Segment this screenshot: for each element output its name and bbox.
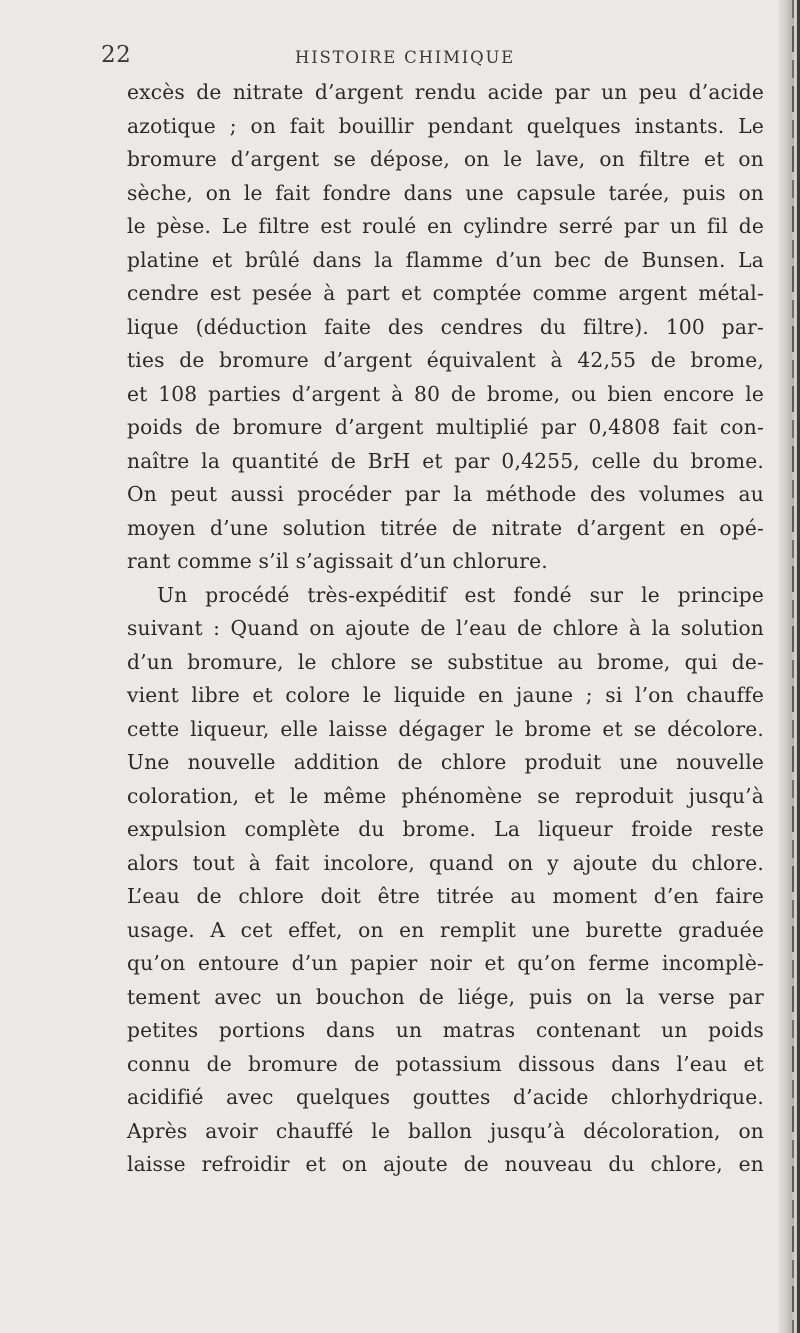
page-edge-shadow xyxy=(778,0,800,1333)
text-line: ties de bromure d’argent équivalent à 42,55 de brome, xyxy=(127,348,764,372)
text-line: suivant : Quand on ajoute de l’eau de chlore à la solution xyxy=(127,616,764,640)
body-text xyxy=(127,76,764,1182)
text-line: lique (déduction faite des cendres du filtre). 100 par- xyxy=(127,314,764,339)
text-line: Après avoir chauffé le ballon jusqu’à décoloration, on xyxy=(127,1118,764,1143)
text-line: usage. A cet effet, on en remplit une burette graduée xyxy=(127,917,764,942)
text-line: On peut aussi procéder par la méthode des volumes au xyxy=(127,482,764,506)
text-line: excès de nitrate d’argent rendu acide par un peu d’acide xyxy=(127,80,764,104)
text-line: L’eau de chlore doit être titrée au moment d’en faire xyxy=(127,884,764,908)
text-line: d’un bromure, le chlore se substitue au brome, qui de- xyxy=(127,649,764,674)
text-line: et 108 parties d’argent à 80 de brome, ou bien encore le xyxy=(127,381,764,406)
text-line: Une nouvelle addition de chlore produit une nouvelle xyxy=(127,750,764,774)
text-line: le pèse. Le filtre est roulé en cylindre serré par un fil de xyxy=(127,214,764,238)
text-line: acidifié avec quelques gouttes d’acide chlorhydrique. xyxy=(127,1085,764,1109)
text-line: sèche, on le fait fondre dans une capsule tarée, puis on xyxy=(127,180,764,205)
text-line: connu de bromure de potassium dissous dans l’eau et xyxy=(127,1051,764,1076)
page-number: 22 xyxy=(101,42,132,68)
text-line: qu’on entoure d’un papier noir et qu’on ferme incomplè- xyxy=(127,951,764,975)
text-line: tement avec un bouchon de liége, puis on la verse par xyxy=(127,984,764,1009)
text-line: coloration, et le même phénomène se reproduit jusqu’à xyxy=(127,783,764,808)
text-line: poids de bromure d’argent multiplié par 0,4808 fait con- xyxy=(127,415,764,439)
text-line: platine et brûlé dans la flamme d’un bec de Bunsen. La xyxy=(127,247,764,272)
text-line: moyen d’une solution titrée de nitrate d’argent en opé- xyxy=(127,515,764,540)
text-line: bromure d’argent se dépose, on le lave, on filtre et on xyxy=(127,147,764,171)
text-line: cette liqueur, elle laisse dégager le brome et se décolore. xyxy=(127,716,764,741)
text-line: vient libre et colore le liquide en jaune ; si l’on chauffe xyxy=(127,683,764,707)
paragraph-start-line: Un procédé très-expéditif est fondé sur le principe xyxy=(157,582,764,607)
text-line: rant comme s’il s’agissait d’un chlorure. xyxy=(127,549,548,573)
text-line: cendre est pesée à part et comptée comme argent métal- xyxy=(127,281,764,305)
text-line: naître la quantité de BrH et par 0,4255, celle du brome. xyxy=(127,448,764,473)
text-line: alors tout à fait incolore, quand on y ajoute du chlore. xyxy=(127,850,764,875)
text-line: petites portions dans un matras contenant un poids xyxy=(127,1018,764,1042)
text-line: expulsion complète du brome. La liqueur froide reste xyxy=(127,817,764,841)
running-head: HISTOIRE CHIMIQUE xyxy=(295,48,515,67)
text-line: azotique ; on fait bouillir pendant quelques instants. Le xyxy=(127,113,764,138)
text-line: laisse refroidir et on ajoute de nouveau du chlore, en xyxy=(127,1152,764,1176)
